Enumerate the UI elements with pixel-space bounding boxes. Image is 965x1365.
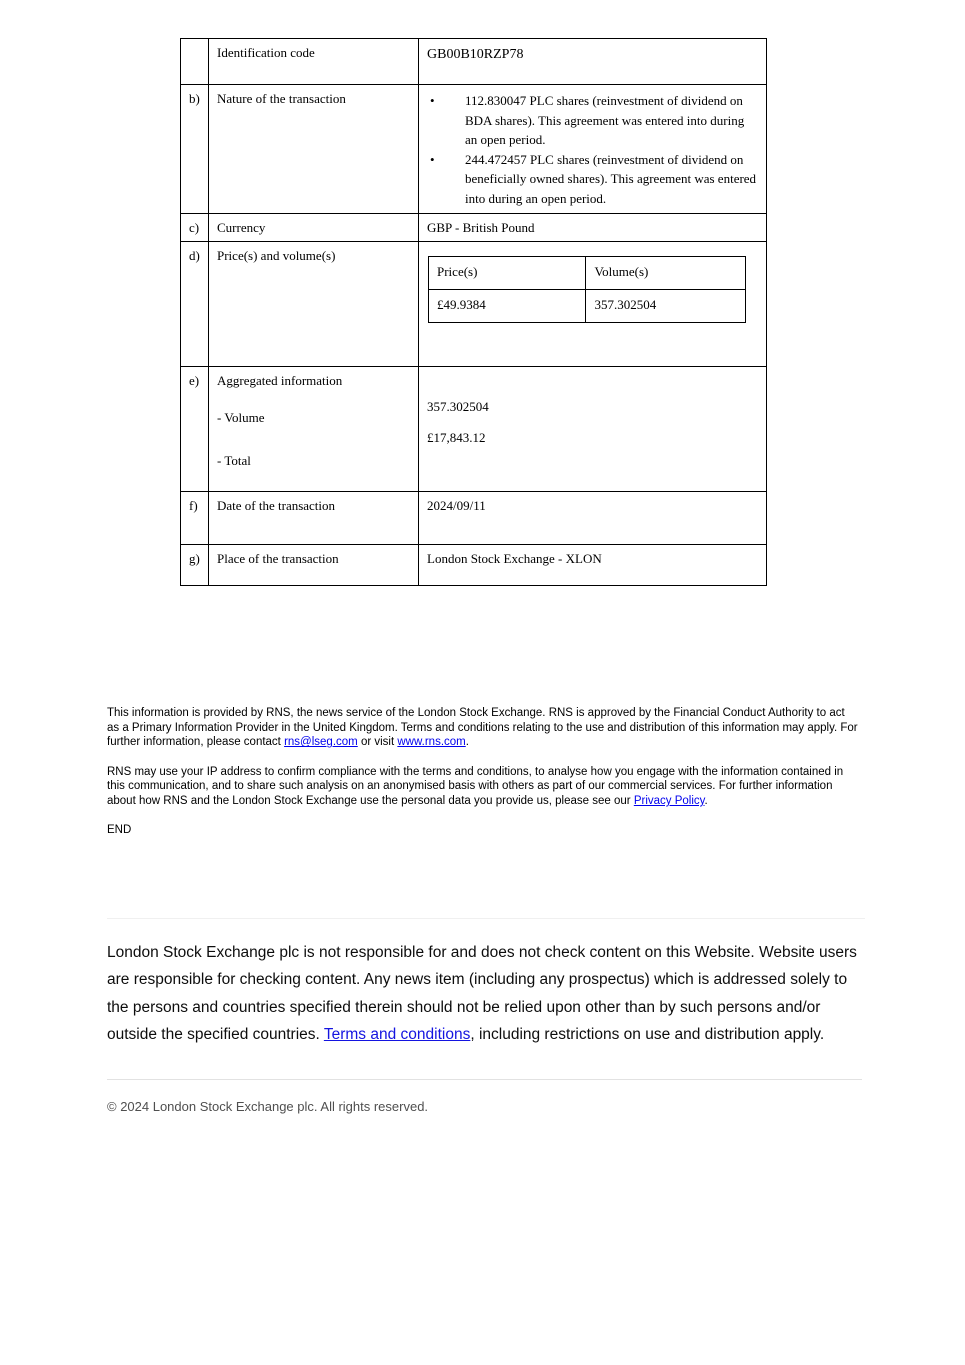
date-of-transaction-value: 2024/09/11 (419, 492, 767, 545)
price-value: £49.9384 (429, 290, 586, 323)
aggregated-total-value: £17,843.12 (427, 430, 486, 445)
row-letter: f) (181, 492, 209, 545)
table-row-place-of-transaction (181, 545, 767, 586)
price-volume-label: Price(s) and volume(s) (209, 242, 419, 367)
website-disclaimer-text: , including restrictions on use and distribution apply. (470, 1026, 825, 1044)
website-disclaimer (107, 939, 865, 1049)
rns-disclaimer-paragraph-2 (107, 765, 859, 809)
website-disclaimer-text: London Stock Exchange plc is not responsible for and does not check content on this Website. Website users are responsible for checking content. Any news item (including any prospectus) which is addressed solely to the persons and countries specified therein should not be relied upon other than by such persons and/or outside the specified countries. (107, 943, 857, 1044)
disclaimer-text: RNS may use your IP address to confirm compliance with the terms and conditions, to analyse how you engage with the information contained in this communication, and to share such analysis on an anonymised basis with others as part of our commercial services. For further information about how RNS and the London Stock Exchange use the personal data you provide us, please see our (107, 765, 844, 807)
transaction-table-wrap (180, 38, 965, 586)
aggregated-volume-label: - Volume (217, 410, 265, 425)
table-row-aggregated-information (181, 367, 767, 492)
price-volume-value-cell (419, 242, 767, 367)
row-letter: e) (181, 367, 209, 492)
copyright-notice: © 2024 London Stock Exchange plc. All rights reserved. (107, 1098, 429, 1114)
table-row-currency (181, 214, 767, 242)
identification-code-value: GB00B10RZP78 (419, 39, 767, 85)
terms-and-conditions-link[interactable]: Terms and conditions (323, 1026, 471, 1044)
aggregated-total-label: - Total (217, 453, 251, 468)
nature-bullet-item (427, 150, 758, 209)
nature-of-transaction-label: Nature of the transaction (209, 85, 419, 214)
rns-disclaimer-paragraph-1 (107, 706, 859, 750)
disclaimer-text: or visit (357, 736, 398, 749)
row-letter: b) (181, 85, 209, 214)
price-volume-inner-table (428, 256, 746, 323)
nature-bullet-item (427, 91, 758, 150)
row-letter: d) (181, 242, 209, 367)
rns-disclaimer-section (107, 706, 859, 836)
volume-value: 357.302504 (586, 290, 746, 323)
volume-column-header: Volume(s) (586, 257, 746, 290)
table-row-nature-of-transaction (181, 85, 767, 214)
end-marker: END (107, 823, 132, 836)
footer-divider (107, 1079, 862, 1080)
place-of-transaction-value: London Stock Exchange - XLON (419, 545, 767, 586)
aggregated-volume-value: 357.302504 (427, 399, 489, 414)
disclaimer-text: . (704, 794, 708, 807)
disclaimer-text: . (465, 736, 469, 749)
nature-of-transaction-value (419, 85, 767, 214)
rns-website-link[interactable]: www.rns.com (397, 736, 466, 749)
table-row-identification-code (181, 39, 767, 85)
bullet-icon: • (430, 151, 435, 167)
rns-email-link[interactable]: rns@lseg.com (284, 736, 358, 749)
privacy-policy-link[interactable]: Privacy Policy (633, 794, 705, 807)
aggregated-information-values (419, 367, 767, 492)
aggregated-information-label (209, 367, 419, 492)
identification-code-label: Identification code (209, 39, 419, 85)
table-row-date-of-transaction (181, 492, 767, 545)
inner-table-header-row (429, 257, 746, 290)
transaction-details-table (180, 38, 767, 586)
nature-bullet-text: 112.830047 PLC shares (reinvestment of dividend on BDA shares). This agreement was entered into during an open period. (465, 93, 745, 147)
site-footer (107, 918, 865, 1114)
bullet-icon: • (430, 93, 435, 108)
date-of-transaction-label: Date of the transaction (209, 492, 419, 545)
price-column-header: Price(s) (429, 257, 586, 290)
disclaimer-text: This information is provided by RNS, the news service of the London Stock Exchange. RNS is approved by the Financial Conduct Authority to act as a Primary Information Provider in the United Kingdom. Terms and conditions relating to the use and distribution of this information may apply. For further information, please contact (107, 707, 858, 749)
aggregated-label-title: Aggregated information (217, 373, 343, 388)
currency-value: GBP - British Pound (419, 214, 767, 242)
inner-table-value-row (429, 290, 746, 323)
table-row-price-volume (181, 242, 767, 367)
currency-label: Currency (209, 214, 419, 242)
row-letter: g) (181, 545, 209, 586)
nature-bullet-text: 244.472457 PLC shares (reinvestment of dividend on beneficially owned shares). This agreement was entered into during an open period. (465, 151, 757, 206)
row-letter (181, 39, 209, 85)
row-letter: c) (181, 214, 209, 242)
place-of-transaction-label: Place of the transaction (209, 545, 419, 586)
